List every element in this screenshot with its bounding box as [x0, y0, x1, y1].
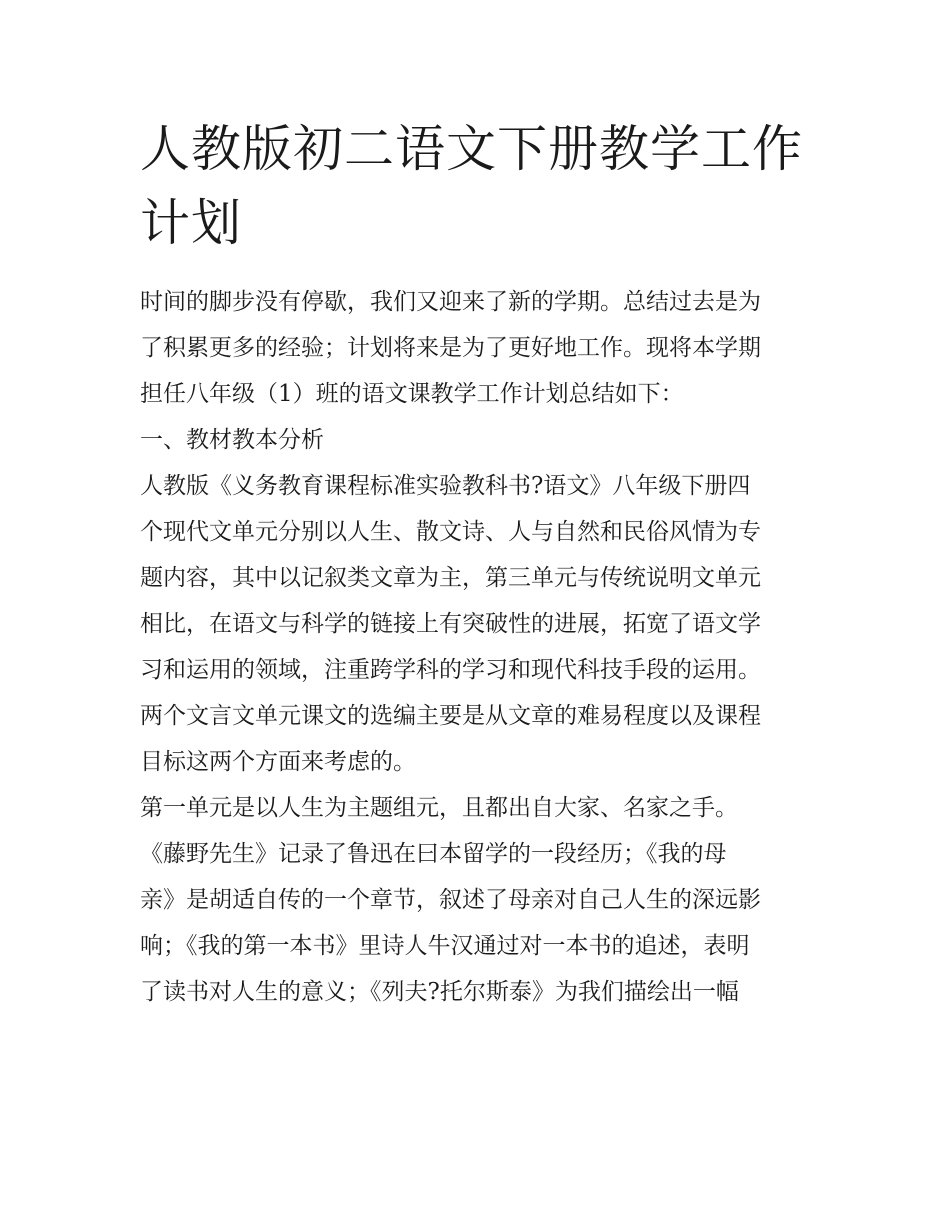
title-line: 计划 [140, 194, 242, 252]
body-line: 个现代文单元分别以人生、散文诗、人与自然和民俗风情为专 [140, 519, 761, 545]
body-line: 习和运用的领域，注重跨学科的学习和现代科技手段的运用。 [140, 657, 761, 683]
body-line: 题内容，其中以记叙类文章为主，第三单元与传统说明文单元 [140, 565, 761, 591]
body-line: 目标这两个方面来考虑的。 [140, 749, 416, 775]
body-line: 人教版《义务教育课程标准实验教科书?语文》八年级下册四 [140, 473, 751, 499]
body-line: 亲》是胡适自传的一个章节，叙述了母亲对自己人生的深远影 [140, 887, 761, 913]
body-line: 两个文言文单元课文的选编主要是从文章的难易程度以及课程 [140, 703, 761, 729]
body-line: 响；《我的第一本书》里诗人牛汉通过对一本书的追述，表明 [140, 933, 750, 959]
body-line: 《藤野先生》记录了鲁迅在曰本留学的一段经历；《我的母 [140, 841, 727, 867]
document-body [140, 279, 830, 1015]
title-line: 人教版初二语文下册教学工作 [140, 120, 803, 178]
body-line: 担任八年级（1）班的语文课教学工作计划总结如下： [140, 381, 684, 407]
body-line: 了读书对人生的意义；《列夫?托尔斯泰》为我们描绘出一幅 [140, 979, 739, 1005]
document-title [140, 112, 820, 260]
body-line: 第一单元是以人生为主题组元，且都出自大家、名家之手。 [140, 795, 738, 821]
section-heading: 一、教材教本分析 [140, 427, 324, 453]
body-line: 相比，在语文与科学的链接上有突破性的进展，拓宽了语文学 [140, 611, 761, 637]
body-line: 时间的脚步没有停歇，我们又迎来了新的学期。总结过去是为 [140, 289, 761, 315]
body-line: 了积累更多的经验；计划将来是为了更好地工作。现将本学期 [140, 335, 761, 361]
